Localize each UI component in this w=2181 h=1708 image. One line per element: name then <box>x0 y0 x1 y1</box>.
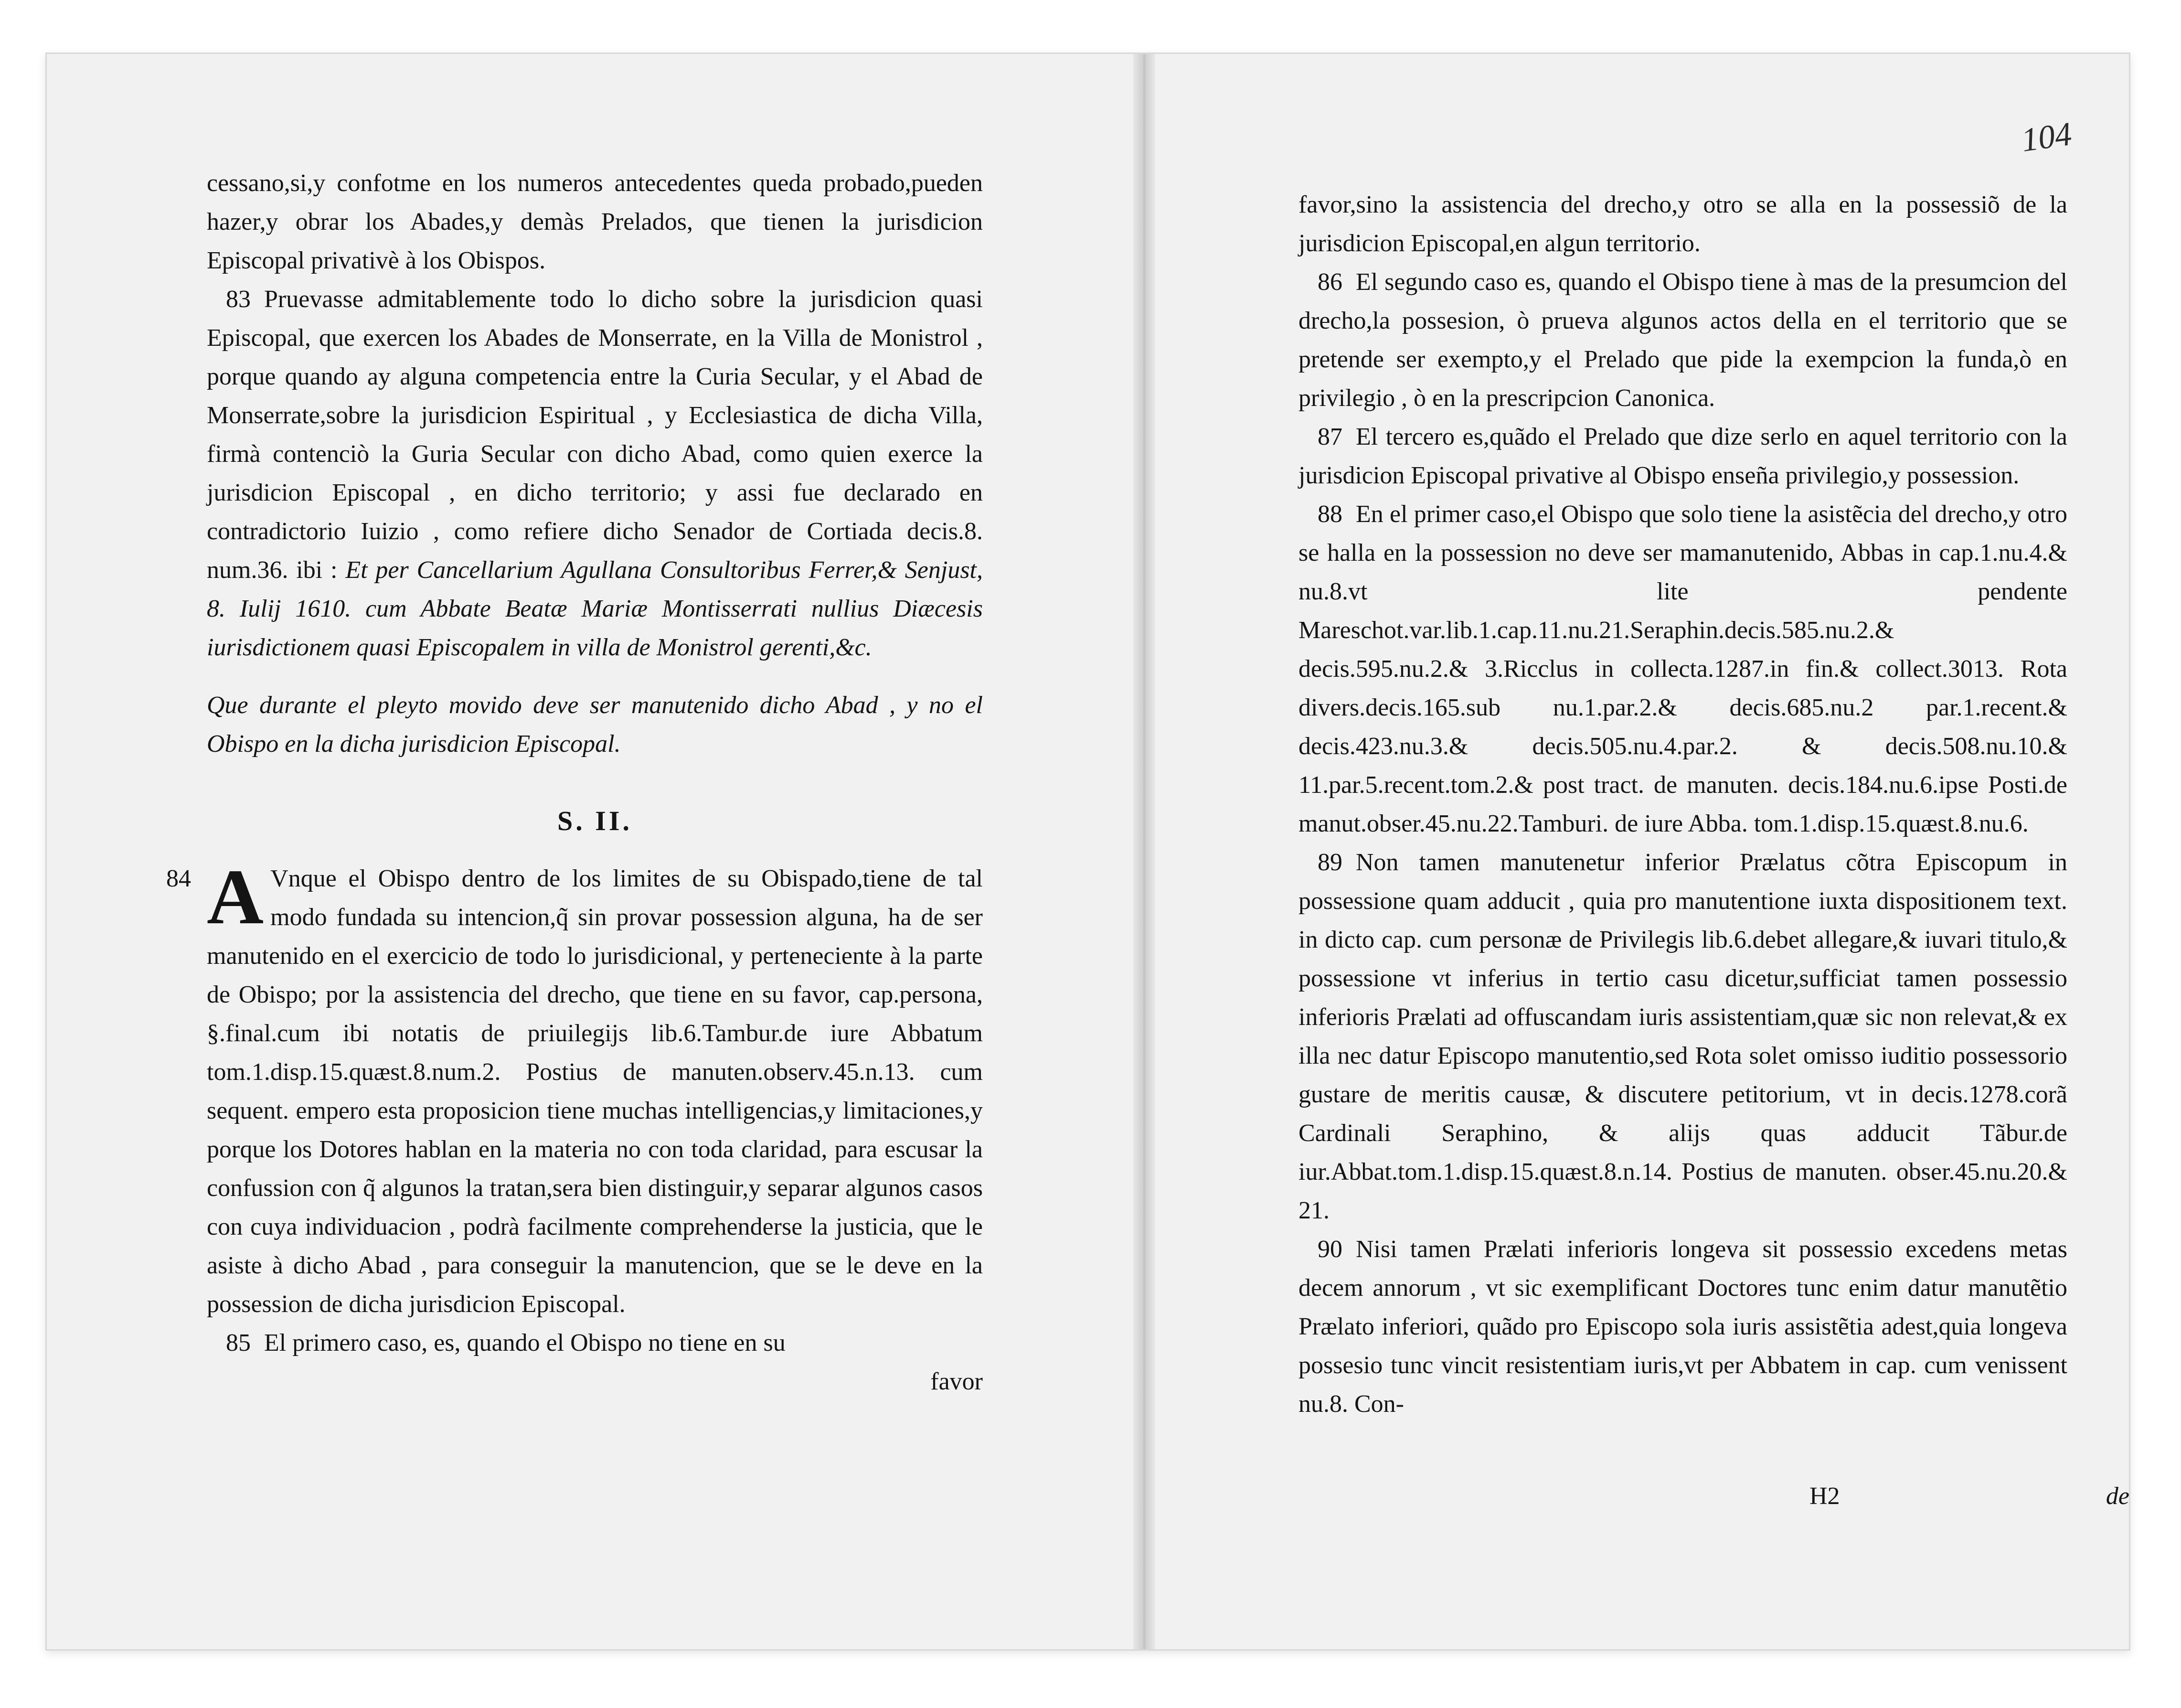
paragraph-number: 85 <box>226 1329 251 1356</box>
right-page <box>1155 54 2129 1649</box>
drop-cap-letter: A <box>207 853 264 940</box>
paragraph-87-body: El tercero es,quãdo el Prelado que dize serlo en aquel territorio con la jurisdicion Episcopal privative al Obispo enseña privilegio,y possession. <box>1298 423 2067 489</box>
catchword: de <box>2106 1483 2129 1510</box>
left-page-text <box>166 164 983 1401</box>
paragraph-84 <box>166 853 983 1324</box>
right-page-text <box>1298 185 2067 1423</box>
paragraph-number: 83 <box>226 286 251 313</box>
paragraph-number: 88 <box>1318 501 1342 528</box>
paragraph-number: 89 <box>1318 849 1342 876</box>
marginal-summary: Que durante el pleyto movido deve ser manutenido dicho Abad , y no el Obispo en la dicha jurisdicion Episcopal. <box>207 692 983 758</box>
paragraph-87 <box>1298 417 2067 495</box>
book-spread <box>45 53 2130 1651</box>
paragraph-89 <box>1298 843 2067 1230</box>
paragraph-number: 87 <box>1318 423 1342 450</box>
signature-mark: H2 <box>1809 1483 1840 1510</box>
left-paragraph-continued: cessano,si,y confotme en los numeros antecedentes queda probado,pueden hazer,y obrar los Abades,y demàs Prelados, que tienen la jurisdicion Episcopal privativè à los Obispos. <box>207 170 983 274</box>
paragraph-number: 84 <box>166 865 191 892</box>
paragraph-90 <box>1298 1230 2067 1423</box>
paragraph-88 <box>1298 495 2067 843</box>
paragraph-88-body: En el primer caso,el Obispo que solo tiene la asistẽcia del drecho,y otro se halla en la possession no deve ser mamanutenido, Abbas in cap.1.nu.4.& nu.8.vt lite pendente Mareschot.var.lib.1.cap.11.nu.21.Seraphin.decis.585.nu.2.& decis.595.nu.2.& 3.Ricclus in collecta.1287.in fin.& collect.3013. Rota divers.decis.165.sub nu.1.par.2.& decis.685.nu.2 par.1.recent.& decis.423.nu.3.& decis.505.nu.4.par.2. & decis.508.nu.10.& 11.par.5.recent.tom.2.& post tract. de manuten. decis.184.nu.6.ipse Posti.de manut.obser.45.nu.22.Tamburi. de iure Abba. tom.1.disp.15.quæst.8.nu.6. <box>1298 501 2067 837</box>
paragraph-90-body: Nisi tamen Prælati inferioris longeva sit possessio excedens metas decem annorum , vt sic exemplificant Doctores tunc enim datur manutẽtio Prælato inferiori, quãdo pro Episcopo sola iuris assistẽtia adest,quia longeva possesio tunc vincit resistentiam iuris,vt per Abbatem in cap. cum venissent nu.8. <box>1298 1236 2067 1418</box>
paragraph-83 <box>207 280 983 667</box>
paragraph-89-body: Non tamen manutenetur inferior Prælatus cõtra Episcopum in possessione quam adducit , quia pro manutentione iuxta dispositionem text. in dicto cap. cum personæ de Privilegis lib.6.debet allegare,& iuvari titulo,& possessione vt inferius in tertio casu dicetur,sufficiat tamen possessio inferioris Prælati ad offuscandam iuris assistentiam,quæ sic non relevat,& ex illa nec datur Episcopo manutentio,sed Rota solet omisso iuditio possessorio gustare de meritis causæ, & discutere petitorium, vt in decis.1278.corã Cardinali Seraphino, & alijs quas adducit Tãbur.de iur.Abbat.tom.1.disp.15.quæst.8.n.14. Postius de manuten. obser.45.nu.20.& 21. <box>1298 849 2067 1224</box>
catchword: favor <box>930 1368 983 1395</box>
book-gutter <box>1133 54 1155 1649</box>
paragraph-84-body: Vnque el Obispo dentro de los limites de su Obispado,tiene de tal modo fundada su intencion,q̃ sin provar possession alguna, ha de ser manutenido en el exercicio de todo lo jurisdicional, y perteneciente à la parte de Obispo; por la assistencia del drecho, que tiene en su favor, cap.persona, §.final.cum ibi notatis de priuilegijs lib.6.Tambur.de iure Abbatum tom.1.disp.15.quæst.8.num.2. Postius de manuten.observ.45.n.13. cum sequent. empero esta proposicion tiene muchas intelligencias,y limitaciones,y porque los Dotores hablan en la materia no con toda claridad, para escusar la confussion con q̃ algunos la tratan,sera bien distinguir,y separar algunos casos con cuya individuacion , podrà facilmente comprehenderse la justicia, que le asiste à dicho Abad , para conseguir la manutencion, que se le deve en la possession de dicha jurisdicion Episcopal. <box>207 865 983 1318</box>
right-paragraph-continued: favor,sino la assistencia del drecho,y otro se alla en la possessiõ de la jurisdicion Episcopal,en algun territorio. <box>1298 191 2067 257</box>
paragraph-86 <box>1298 263 2067 417</box>
paragraph-85 <box>207 1324 983 1362</box>
paragraph-83-latin-quote: Et per Cancellarium Agullana Consultoribus Ferrer,& Senjust, 8. Iulij 1610. cum Abbate Beatæ Mariæ Montisserrati nullius Diæcesis iurisdictionem quasi Episcopalem in villa de Monistrol gerenti,&c. <box>207 556 983 661</box>
paragraph-86-body: El segundo caso es, quando el Obispo tiene à mas de la presumcion del drecho,la possesion, ò prueva algunos actos della en el territorio que se pretende ser exempto,y el Prelado que pide la exempcion la funda,ò en privilegio , ò en la prescripcion Canonica. <box>1298 268 2067 412</box>
section-heading: S. II. <box>557 805 632 836</box>
paragraph-number: 90 <box>1318 1236 1342 1263</box>
paragraph-85-body: El primero caso, es, quando el Obispo no tiene en su <box>264 1329 786 1356</box>
paragraph-83-body: Pruevasse admitablemente todo lo dicho sobre la jurisdicion quasi Episcopal, que exercen los Abades de Monserrate, en la Villa de Monistrol , porque quando ay alguna competencia entre la Curia Secular, y el Abad de Monserrate,sobre la jurisdicion Espiritual , y Ecclesiastica de dicha Villa, firmà contenciò la Guria Secular con dicho Abad, como quien exerce la jurisdicion Episcopal , en dicho territorio; y assi fue declarado en contradictorio Iuizio , como refiere dicho Senador de Cortiada decis.8. num.36. ibi : <box>207 286 983 584</box>
paragraph-number: 86 <box>1318 268 1342 296</box>
left-page <box>47 54 1133 1649</box>
folio-number-handwritten: 104 <box>2019 116 2074 159</box>
catchword-con: Con- <box>1354 1390 1404 1418</box>
